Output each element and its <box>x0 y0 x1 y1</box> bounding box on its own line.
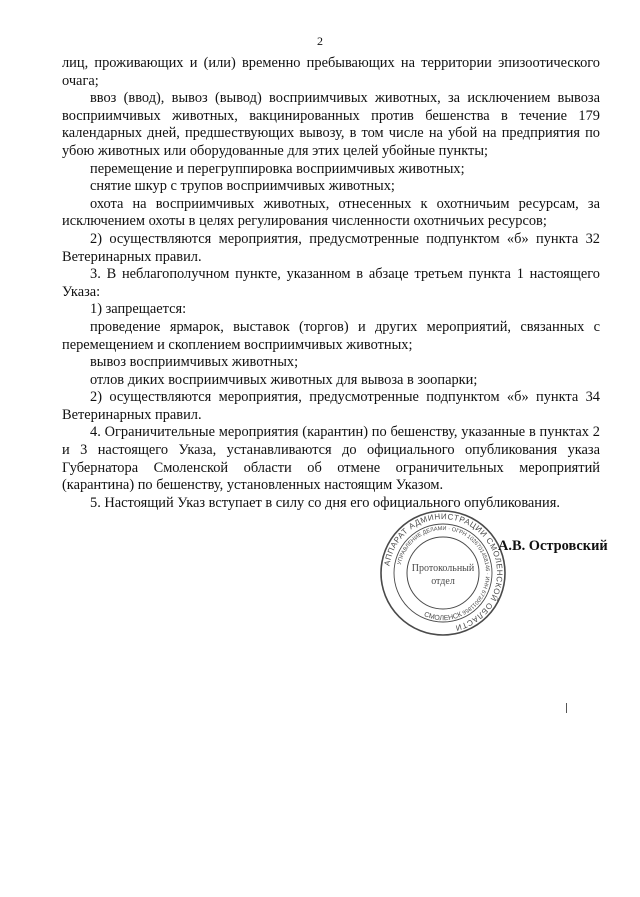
paragraph: 2) осуществляются мероприятия, предусмотренные подпунктом «б» пункта 34 Ветеринарных правил. <box>62 389 600 423</box>
scan-artifact <box>566 703 567 713</box>
seal-center-line2: отдел <box>431 576 455 587</box>
paragraph: 4. Ограничительные мероприятия (карантин) по бешенству, указанные в пунктах 2 и 3 настоящего Указа, устанавливаются до официального опубликования указа Губернатора Смоленской области об отмене ограничительных мероприятий (карантина) по бешенству, установленных настоящим Указом. <box>62 424 600 494</box>
paragraph: лиц, проживающих и (или) временно пребывающих на территории эпизоотического очага; <box>62 55 600 89</box>
seal-center-line1: Протокольный <box>411 563 475 574</box>
paragraph: вывоз восприимчивых животных; <box>90 354 299 371</box>
paragraph: проведение ярмарок, выставок (торгов) и других мероприятий, связанных с перемещением и скоплением восприимчивых животных; <box>62 318 600 353</box>
paragraph: охота на восприимчивых животных, отнесенных к охотничьим ресурсам, за исключением охоты в целях регулирования численности охотничьих ресурсов; <box>62 195 600 230</box>
paragraph: снятие шкур с трупов восприимчивых животных; <box>90 178 395 195</box>
paragraph: 5. Настоящий Указ вступает в силу со дня его официального опубликования. <box>90 494 560 511</box>
seal-inner-text: УПРАВЛЕНИЕ ДЕЛАМИ · ОГРН 1026701458146 · ИНН 6730011856 <box>396 525 491 616</box>
paragraph: ввоз (ввод), вывоз (вывод) восприимчивых животных, за исключением вывоза восприимчивых животных, вакцинированных против бешенства в течение 179 календарных дней, предшествующих вывозу, в том числе на убой на предприятия по убою животных или оборудованные для этих целей убойные пункты; <box>62 90 600 159</box>
seal-bottom-text: СМОЛЕНСК <box>422 611 464 623</box>
page-number: 2 <box>317 34 323 48</box>
paragraph: 2) осуществляются мероприятия, предусмотренные подпунктом «б» пункта 32 Ветеринарных правил. <box>62 230 600 265</box>
official-seal <box>378 508 508 638</box>
signature-name: А.В. Островский <box>498 538 608 554</box>
paragraph: 3. В неблагополучном пункте, указанном в абзаце третьем пункта 1 настоящего Указа: <box>62 266 600 300</box>
seal-outer-text: АППАРАТ АДМИНИСТРАЦИИ СМОЛЕНСКОЙ ОБЛАСТИ <box>382 511 505 633</box>
paragraph: 1) запрещается: <box>90 301 187 318</box>
paragraph: отлов диких восприимчивых животных для вывоза в зоопарки; <box>90 371 478 388</box>
document-body <box>62 55 600 512</box>
paragraph: перемещение и перегруппировка восприимчивых животных; <box>90 160 465 177</box>
svg-text:СМОЛЕНСК <box>423 611 464 622</box>
